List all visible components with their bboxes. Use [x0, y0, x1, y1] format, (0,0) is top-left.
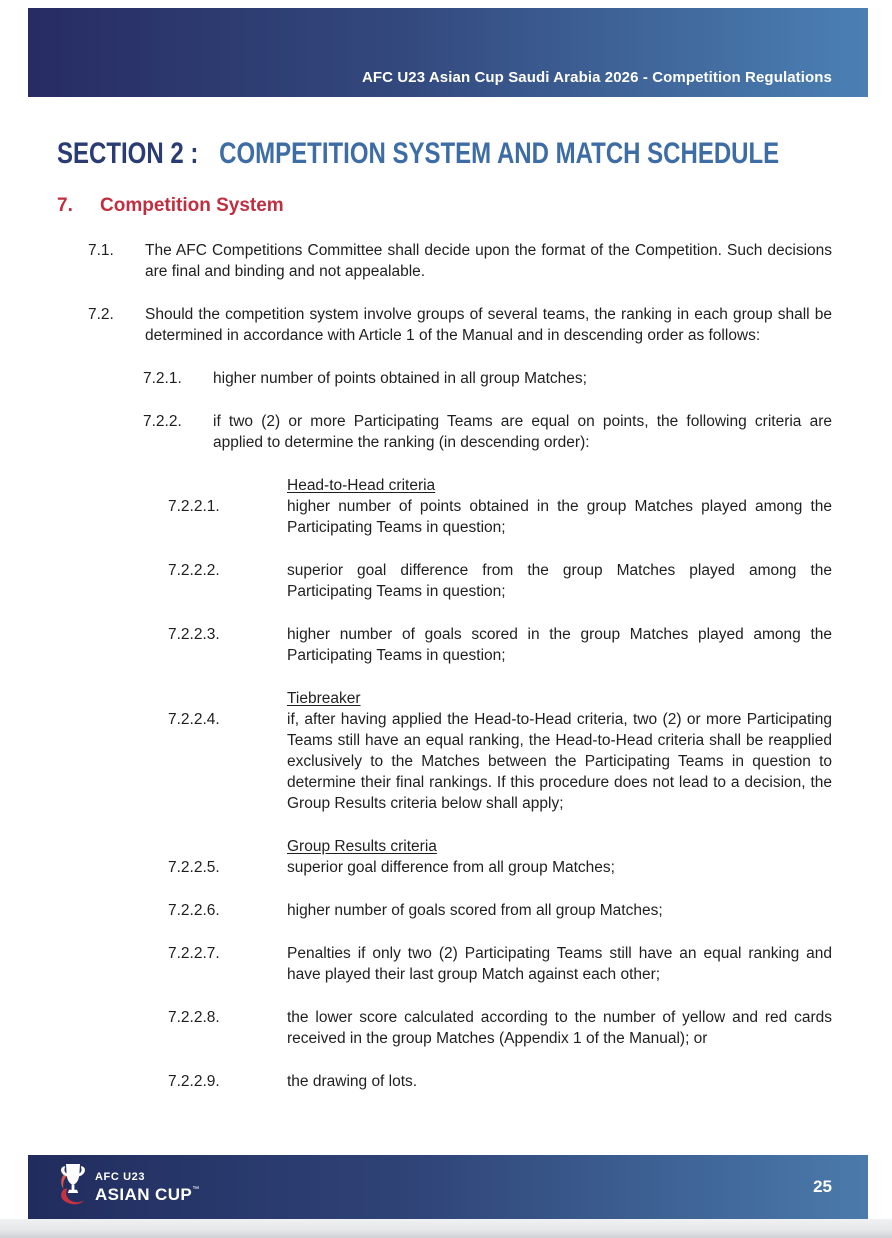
clause-number: 7.2. [88, 306, 114, 323]
clause-number: 7.2.2.5. [168, 859, 220, 876]
clause-7-2-2 [0, 411, 832, 453]
clause-number: 7.1. [88, 242, 114, 259]
page-footer-band [28, 1155, 868, 1219]
clause-7-2-2-5 [0, 836, 832, 878]
afc-u23-asian-cup-logo [58, 1162, 200, 1213]
clause-number: 7.2.2.9. [168, 1073, 220, 1090]
clause-number: 7.2.2.3. [168, 626, 220, 643]
logo-line-asian-cup: ASIAN CUP™ [95, 1184, 200, 1204]
clause-number: 7.2.2.8. [168, 1009, 220, 1026]
clause-text: higher number of goals scored from all group Matches; [287, 902, 663, 919]
clause-text: the lower score calculated according to the number of yellow and red cards received in the group Matches (Appendix 1 of the Manual); or [287, 1009, 832, 1047]
clause-7-2-2-1 [0, 475, 832, 538]
clause-number: 7.2.2.2. [168, 562, 220, 579]
clause-7-2-2-3 [0, 624, 832, 666]
clause-number: 7.2.1. [143, 370, 182, 387]
clause-text: higher number of points obtained in all group Matches; [213, 370, 587, 387]
clause-text: Should the competition system involve groups of several teams, the ranking in each group shall be determined in accordance with Article 1 of the Manual and in descending order as follows: [145, 306, 832, 344]
criteria-heading-head-to-head: Head-to-Head criteria [287, 477, 436, 494]
logo-line-afc-u23: AFC U23 [95, 1170, 146, 1183]
logo-text [95, 1172, 200, 1203]
clause-number: 7.2.2.4. [168, 711, 220, 728]
article-title: Competition System [100, 195, 284, 216]
section-title: COMPETITION SYSTEM AND MATCH SCHEDULE [219, 137, 780, 170]
clause-number: 7.2.2.7. [168, 945, 220, 962]
clause-7-2-2-8 [0, 1007, 832, 1049]
clause-7-2-2-7 [0, 943, 832, 985]
clause-7-2-2-9 [0, 1071, 832, 1092]
clause-7-1 [0, 240, 832, 282]
clause-text: higher number of points obtained in the group Matches played among the Participating Teams in question; [287, 498, 832, 536]
document-title: AFC U23 Asian Cup Saudi Arabia 2026 - Competition Regulations [361, 69, 832, 86]
clause-number: 7.2.2.1. [168, 498, 220, 515]
section-heading [57, 137, 780, 171]
clause-7-2 [0, 304, 832, 346]
clause-7-2-2-6 [0, 900, 832, 921]
page-number: 25 [813, 1177, 832, 1196]
clause-text: if, after having applied the Head-to-Head criteria, two (2) or more Participating Teams still have an equal ranking, the Head-to-Head criteria shall be reapplied exclusively to the Matches between the Participating Teams in question to determine their final rankings. If this procedure does not lead to a decision, the Group Results criteria below shall apply; [287, 711, 832, 812]
clause-text: if two (2) or more Participating Teams are equal on points, the following criteria are applied to determine the ranking (in descending order): [213, 413, 832, 451]
section-number: SECTION 2 : [57, 137, 199, 170]
page-bottom-edge [0, 1219, 892, 1238]
clause-7-2-2-4 [0, 688, 832, 814]
clause-7-2-1 [0, 368, 832, 389]
trademark-symbol: ™ [192, 1185, 200, 1193]
clause-text: superior goal difference from the group Matches played among the Participating Teams in question; [287, 562, 832, 600]
clause-text: superior goal difference from all group Matches; [287, 859, 615, 876]
article-heading [57, 194, 832, 218]
trophy-icon [58, 1162, 88, 1213]
article-number: 7. [57, 195, 73, 216]
clause-text: higher number of goals scored in the group Matches played among the Participating Teams in question; [287, 626, 832, 664]
criteria-heading-group-results: Group Results criteria [287, 838, 437, 855]
clause-number: 7.2.2.6. [168, 902, 220, 919]
clause-text: the drawing of lots. [287, 1073, 418, 1090]
clause-text: Penalties if only two (2) Participating Teams still have an equal ranking and have played their last group Match against each other; [287, 945, 832, 983]
clause-number: 7.2.2. [143, 413, 182, 430]
clause-text: The AFC Competitions Committee shall decide upon the format of the Competition. Such decisions are final and binding and not appealable. [145, 242, 832, 280]
criteria-heading-tiebreaker: Tiebreaker [287, 690, 361, 707]
clause-7-2-2-2 [0, 560, 832, 602]
